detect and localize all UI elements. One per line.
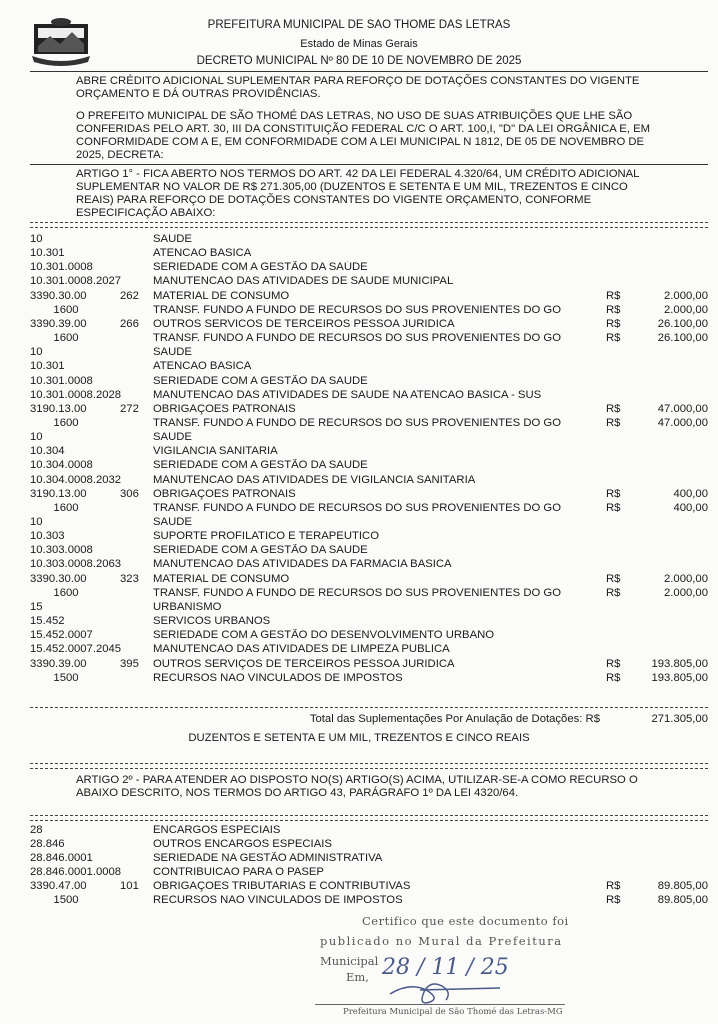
account-description: MATERIAL DE CONSUMO bbox=[153, 289, 290, 302]
stamp-line: Municipal bbox=[320, 954, 379, 968]
currency-symbol: R$ bbox=[606, 487, 621, 500]
resource-source: 1600 bbox=[53, 501, 79, 514]
dashed-divider bbox=[30, 820, 708, 821]
currency-symbol: R$ bbox=[606, 303, 621, 316]
account-description: MANUTENCAO DAS ATIVIDADES DE LIMPEZA PUBLICA bbox=[153, 643, 450, 656]
account-code: 3390.30.00 bbox=[30, 289, 87, 302]
amount-value: 193.805,00 bbox=[651, 657, 708, 670]
resource-source: 1500 bbox=[53, 671, 79, 684]
account-description: MANUTENCAO DAS ATIVIDADES DE SAUDE NA ATENCAO BASICA - SUS bbox=[153, 388, 542, 401]
preamble-line: CONFERIDAS PELO ART. 30, III DA CONSTITUIÇÃO FEDERAL C/C O ART. 100,I, "D" DA LEI ORGÂNICA E, EM bbox=[76, 123, 651, 135]
amount-value: 26.100,00 bbox=[657, 332, 708, 345]
account-description: TRANSF. FUNDO A FUNDO DE RECURSOS DO SUS PROVENIENTES DO GO bbox=[153, 586, 561, 599]
account-code: 3190.13.00 bbox=[30, 402, 87, 415]
currency-symbol: R$ bbox=[606, 317, 621, 330]
currency-symbol: R$ bbox=[606, 501, 621, 514]
account-description: TRANSF. FUNDO A FUNDO DE RECURSOS DO SUS PROVENIENTES DO GO bbox=[153, 332, 561, 345]
account-description: SERIEDADE COM A GESTÃO DA SAÚDE bbox=[153, 261, 368, 274]
account-code: 15.452.0007.2045 bbox=[30, 643, 122, 656]
resource-source: 1500 bbox=[53, 894, 79, 906]
account-description: TRANSF. FUNDO A FUNDO DE RECURSOS DO SUS PROVENIENTES DO GO bbox=[153, 501, 561, 514]
allocation-number: 395 bbox=[120, 657, 139, 670]
account-description: SAUDE bbox=[153, 516, 192, 528]
amount-value: 26.100,00 bbox=[657, 317, 708, 330]
resource-source: 1600 bbox=[53, 332, 79, 345]
currency-symbol: R$ bbox=[606, 332, 621, 345]
account-description: SERIEDADE NA GESTÃO ADMINISTRATIVA bbox=[153, 852, 383, 864]
account-code: 10.303.0008 bbox=[30, 544, 93, 557]
account-description: MANUTENCAO DAS ATIVIDADES DE VIGILANCIA SANITARIA bbox=[153, 473, 476, 486]
account-code: 10.301.0008.2027 bbox=[30, 275, 122, 288]
currency-symbol: R$ bbox=[606, 671, 621, 684]
preamble-line: 2025, DECRETA: bbox=[76, 149, 164, 161]
article-2-line: ABAIXO DESCRITO, NOS TERMOS DO ARTIGO 43, PARÁGRAFO 1º DA LEI 4320/64. bbox=[76, 787, 519, 799]
amount-value: 2.000,00 bbox=[664, 586, 708, 599]
preamble-line: CONFORMIDADE COM A E, EM CONFORMIDADE COM A LEI MUNICIPAL N 1812, DE 05 DE NOVEMBRO DE bbox=[76, 136, 645, 148]
account-description: SAUDE bbox=[153, 431, 192, 444]
account-description: CONTRIBUICAO PARA O PASEP bbox=[153, 866, 324, 878]
account-code: 3390.47.00 bbox=[30, 880, 87, 892]
allocation-number: 101 bbox=[120, 880, 139, 892]
currency-symbol: R$ bbox=[606, 289, 621, 302]
account-code: 10.301.0008 bbox=[30, 261, 93, 274]
account-description: ATENCAO BASICA bbox=[153, 360, 252, 373]
account-code: 10.304.0008.2032 bbox=[30, 473, 122, 486]
stamp-handwritten-date: 28 / 11 / 25 bbox=[382, 955, 509, 980]
resource-source: 1600 bbox=[53, 586, 79, 599]
dashed-divider bbox=[30, 227, 708, 228]
account-code: 28 bbox=[30, 824, 43, 836]
stamp-rule bbox=[315, 1004, 565, 1005]
currency-symbol: R$ bbox=[606, 586, 621, 599]
account-code: 15 bbox=[30, 600, 43, 613]
amount-value: 193.805,00 bbox=[651, 671, 708, 684]
account-code: 10.303.0008.2063 bbox=[30, 558, 122, 571]
account-code: 15.452.0007 bbox=[30, 629, 93, 642]
currency-symbol: R$ bbox=[606, 572, 621, 585]
signature-icon bbox=[380, 972, 510, 1008]
dashed-divider bbox=[30, 815, 708, 816]
article-2-line: ARTIGO 2º - PARA ATENDER AO DISPOSTO NO(S) ARTIGO(S) ACIMA, UTILIZAR-SE-A COMO RECURSO O bbox=[76, 774, 638, 786]
account-description: SERVICOS URBANOS bbox=[153, 615, 271, 628]
account-description: SERIEDADE COM A GESTÃO DO DESENVOLVIMENTO URBANO bbox=[153, 629, 495, 642]
currency-symbol: R$ bbox=[606, 894, 621, 906]
account-description: OBRIGAÇOES TRIBUTARIAS E CONTRIBUTIVAS bbox=[153, 880, 411, 892]
dashed-divider bbox=[30, 763, 708, 764]
account-code: 28.846.0001.0008 bbox=[30, 866, 122, 878]
currency-symbol: R$ bbox=[606, 880, 621, 892]
dashed-divider bbox=[30, 222, 708, 223]
header-municipality: PREFEITURA MUNICIPAL DE SAO THOME DAS LETRAS bbox=[207, 19, 511, 31]
dashed-divider bbox=[30, 768, 708, 769]
account-code: 3390.39.00 bbox=[30, 317, 87, 330]
amount-value: 47.000,00 bbox=[657, 416, 708, 429]
account-description: OBRIGAÇOES PATRONAIS bbox=[153, 402, 296, 415]
account-code: 10 bbox=[30, 516, 43, 528]
account-code: 10.304.0008 bbox=[30, 459, 93, 472]
article-1-line: ARTIGO 1° - FICA ABERTO NOS TERMOS DO ART. 42 DA LEI FEDERAL 4.320/64, UM CRÉDITO ADICIONAL bbox=[76, 168, 640, 180]
account-description: OUTROS ENCARGOS ESPECIAIS bbox=[153, 838, 332, 850]
total-label: Total das Suplementações Por Anulação de Dotações: R$ bbox=[309, 713, 600, 725]
stamp-line: Certifico que este documento foi bbox=[362, 914, 569, 928]
amount-value: 89.805,00 bbox=[657, 894, 708, 906]
account-description: SUPORTE PROFILATICO E TERAPEUTICO bbox=[153, 530, 379, 543]
account-code: 10.301.0008.2028 bbox=[30, 388, 122, 401]
header-state: Estado de Minas Gerais bbox=[300, 38, 418, 50]
account-description: VIGILANCIA SANITARIA bbox=[153, 445, 278, 458]
account-code: 10.301 bbox=[30, 247, 65, 260]
account-description: SERIEDADE COM A GESTÃO DA SAUDE bbox=[153, 544, 368, 557]
preamble-line: O PREFEITO MUNICIPAL DE SÃO THOMÉ DAS LETRAS, NO USO DE SUAS ATRIBUIÇÕES QUE LHE SÃO bbox=[76, 110, 633, 122]
account-code: 10.304 bbox=[30, 445, 65, 458]
resource-source: 1600 bbox=[53, 416, 79, 429]
account-description: SAUDE bbox=[153, 346, 192, 359]
account-code: 3390.39.00 bbox=[30, 657, 87, 670]
account-code: 10 bbox=[30, 431, 43, 444]
account-description: TRANSF. FUNDO A FUNDO DE RECURSOS DO SUS PROVENIENTES DO GO bbox=[153, 303, 561, 316]
account-description: OUTROS SERVICOS DE TERCEIROS PESSOA JURIDICA bbox=[153, 317, 455, 330]
article-1-line: ESPECIFICAÇÃO ABAIXO: bbox=[76, 207, 216, 219]
amount-value: 89.805,00 bbox=[657, 880, 708, 892]
ementa-line: ORÇAMENTO E DÁ OUTRAS PROVIDÊNCIAS. bbox=[76, 88, 321, 100]
amount-value: 2.000,00 bbox=[664, 303, 708, 316]
amount-value: 400,00 bbox=[673, 501, 708, 514]
account-description: MATERIAL DE CONSUMO bbox=[153, 572, 290, 585]
account-code: 10 bbox=[30, 233, 43, 245]
account-description: SAUDE bbox=[153, 233, 192, 245]
account-description: SERIEDADE COM A GESTÃO DA SAUDE bbox=[153, 459, 368, 472]
account-description: OUTROS SERVIÇOS DE TERCEIROS PESSOA JURIDICA bbox=[153, 657, 455, 670]
header-decree-title: DECRETO MUNICIPAL Nº 80 DE 10 DE NOVEMBRO DE 2025 bbox=[196, 55, 522, 67]
allocation-number: 262 bbox=[120, 289, 139, 302]
stamp-em-label: Em, bbox=[346, 970, 369, 984]
account-code: 10.301.0008 bbox=[30, 374, 93, 387]
total-in-words: DUZENTOS E SETENTA E UM MIL, TREZENTOS E CINCO REAIS bbox=[188, 732, 530, 744]
account-description: OBRIGAÇOES PATRONAIS bbox=[153, 487, 296, 500]
allocation-number: 306 bbox=[120, 487, 139, 500]
account-code: 10 bbox=[30, 346, 43, 359]
amount-value: 2.000,00 bbox=[664, 289, 708, 302]
article-1-line: SUPLEMENTAR NO VALOR DE R$ 271.305,00 (DUZENTOS E SETENTA E UM MIL, TREZENTOS E CINCO bbox=[76, 181, 628, 193]
resource-source: 1600 bbox=[53, 303, 79, 316]
allocation-number: 266 bbox=[120, 317, 139, 330]
account-description: SERIEDADE COM A GESTÃO DA SAUDE bbox=[153, 374, 368, 387]
account-description: RECURSOS NAO VINCULADOS DE IMPOSTOS bbox=[153, 894, 403, 906]
allocation-number: 272 bbox=[120, 402, 139, 415]
account-code: 28.846 bbox=[30, 838, 65, 850]
account-code: 15.452 bbox=[30, 615, 65, 628]
dashed-divider bbox=[30, 707, 708, 708]
divider bbox=[30, 71, 708, 72]
account-description: ATENCAO BASICA bbox=[153, 247, 252, 260]
account-code: 10.301 bbox=[30, 360, 65, 373]
amount-value: 47.000,00 bbox=[657, 402, 708, 415]
amount-value: 400,00 bbox=[673, 487, 708, 500]
account-description: TRANSF. FUNDO A FUNDO DE RECURSOS DO SUS PROVENIENTES DO GO bbox=[153, 416, 561, 429]
amount-value: 2.000,00 bbox=[664, 572, 708, 585]
currency-symbol: R$ bbox=[606, 416, 621, 429]
account-code: 3390.30.00 bbox=[30, 572, 87, 585]
currency-symbol: R$ bbox=[606, 402, 621, 415]
stamp-line: publicado no Mural da Prefeitura bbox=[320, 934, 563, 948]
account-description: RECURSOS NAO VINCULADOS DE IMPOSTOS bbox=[153, 671, 403, 684]
account-description: ENCARGOS ESPECIAIS bbox=[153, 824, 281, 836]
allocation-number: 323 bbox=[120, 572, 139, 585]
account-description: MANUTENCAO DAS ATIVIDADES DA FARMACIA BASICA bbox=[153, 558, 452, 571]
account-code: 28.846.0001 bbox=[30, 852, 93, 864]
divider bbox=[30, 164, 708, 165]
account-code: 10.303 bbox=[30, 530, 65, 543]
account-description: MANUTENCAO DAS ATIVIDADES DE SAUDE MUNICIPAL bbox=[153, 275, 454, 288]
account-code: 3190.13.00 bbox=[30, 487, 87, 500]
currency-symbol: R$ bbox=[606, 657, 621, 670]
account-description: URBANISMO bbox=[153, 600, 222, 613]
total-amount: 271.305,00 bbox=[651, 713, 708, 725]
article-1-line: REAIS) PARA REFORÇO DE DOTAÇÕES CONSTANTES DO VIGENTE ORÇAMENTO, CONFORME bbox=[76, 194, 592, 206]
ementa-line: ABRE CRÉDITO ADICIONAL SUPLEMENTAR PARA REFORÇO DE DOTAÇÕES CONSTANTES DO VIGENTE bbox=[76, 75, 640, 87]
stamp-footer: Prefeitura Municipal de São Thomé das Letras-MG bbox=[343, 1007, 563, 1017]
